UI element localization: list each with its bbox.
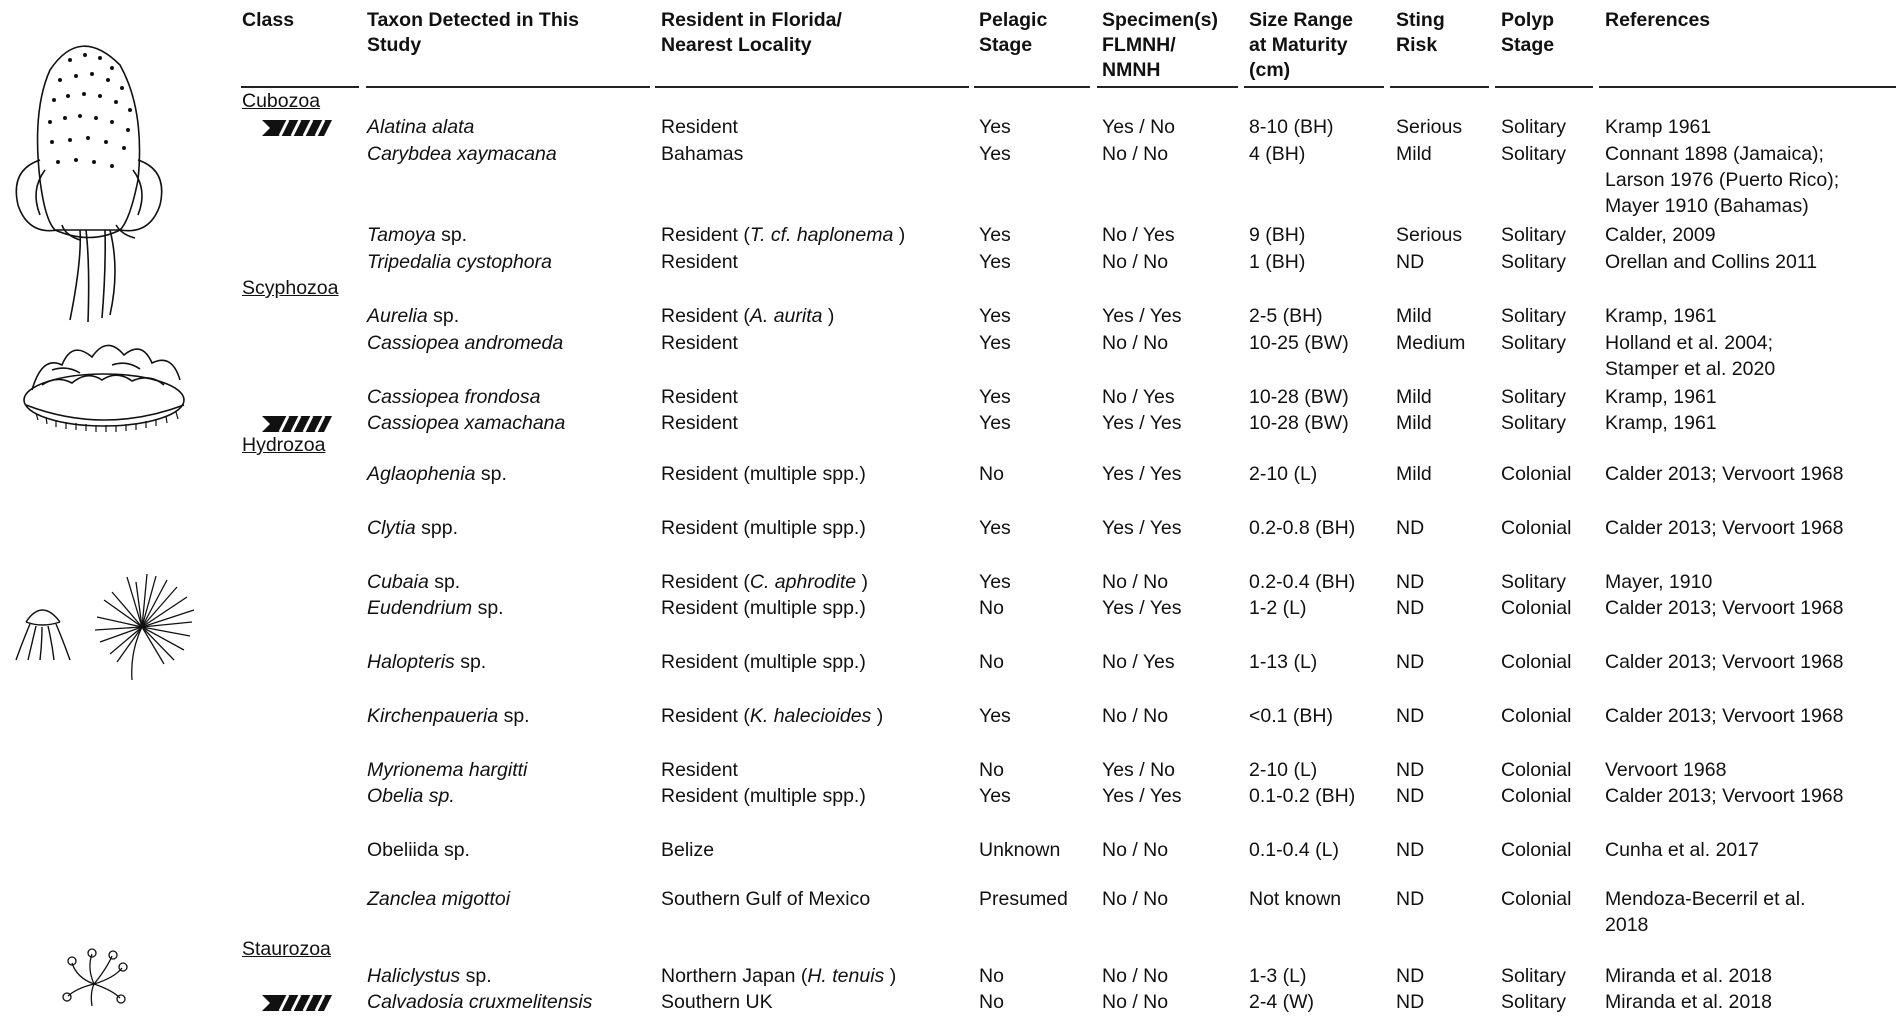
taxon-cell: [367, 649, 486, 675]
box-jellyfish-illustration: [10, 30, 170, 325]
pelagic-cell: No: [979, 759, 1004, 781]
polyp-cell: Colonial: [1501, 651, 1572, 673]
taxon-cell: [367, 410, 565, 436]
upside-down-jellyfish-illustration: [12, 335, 202, 435]
resident-text: Belize: [661, 839, 715, 861]
specimens-cell: No / No: [1102, 143, 1169, 165]
sting-cell: ND: [1396, 991, 1425, 1013]
resident-cell: [661, 303, 834, 329]
taxon-cell: [367, 384, 540, 410]
pelagic-cell: Yes: [979, 116, 1011, 138]
reference-line: Calder 2013; Vervoort 1968: [1605, 517, 1844, 539]
sting-cell: ND: [1396, 965, 1425, 987]
hatched-marker-icon: [262, 120, 332, 136]
polyp-cell: Solitary: [1501, 224, 1567, 246]
sting-cell: ND: [1396, 759, 1425, 781]
taxon-cell: [367, 837, 470, 863]
specimens-cell: No / No: [1102, 965, 1169, 987]
resident-cell: [661, 649, 866, 675]
pelagic-cell: No: [979, 965, 1004, 987]
size-cell: 0.2-0.4 (BH): [1249, 571, 1356, 593]
header-rule-taxon: [366, 86, 650, 88]
taxon-suffix: sp.: [498, 705, 530, 727]
taxon-cell: [367, 461, 507, 487]
resident-cell: [661, 837, 714, 863]
polyp-cell: Colonial: [1501, 839, 1572, 861]
header-references: References: [1605, 9, 1711, 31]
sting-cell: Mild: [1396, 386, 1432, 408]
size-cell: 2-10 (L): [1249, 759, 1318, 781]
references-cell: [1605, 989, 1772, 1015]
polyp-cell: Colonial: [1501, 463, 1572, 485]
sting-cell: Mild: [1396, 412, 1432, 434]
header-rule-pelagic: [974, 86, 1090, 88]
sting-cell: ND: [1396, 785, 1425, 807]
taxon-italic: Zanclea migottoi: [367, 888, 511, 910]
reference-line: Miranda et al. 2018: [1605, 991, 1772, 1013]
header-sting: Sting Risk: [1396, 9, 1445, 56]
size-cell: <0.1 (BH): [1249, 705, 1333, 727]
resident-cell: [661, 703, 883, 729]
resident-text: Resident (multiple spp.): [661, 785, 866, 807]
size-cell: 4 (BH): [1249, 143, 1306, 165]
sting-cell: Mild: [1396, 463, 1432, 485]
taxon-italic: Myrionema hargitti: [367, 759, 528, 781]
resident-suffix: ): [871, 705, 884, 727]
reference-line: Mayer 1910 (Bahamas): [1605, 195, 1809, 217]
taxon-italic: Calvadosia cruxmelitensis: [367, 991, 593, 1013]
polyp-cell: Solitary: [1501, 251, 1567, 273]
resident-text: Northern Japan (: [661, 965, 808, 987]
hydroid-colony-illustration: [92, 572, 197, 682]
resident-text: Resident (multiple spp.): [661, 651, 866, 673]
pelagic-cell: No: [979, 597, 1004, 619]
polyp-cell: Solitary: [1501, 991, 1567, 1013]
reference-line: Calder 2013; Vervoort 1968: [1605, 597, 1844, 619]
taxon-italic: Obelia sp.: [367, 785, 455, 807]
pelagic-cell: Yes: [979, 305, 1011, 327]
polyp-cell: Solitary: [1501, 965, 1567, 987]
resident-suffix: ): [822, 305, 835, 327]
sting-cell: Serious: [1396, 116, 1463, 138]
specimens-cell: No / No: [1102, 332, 1169, 354]
class-label-scyphozoa: Scyphozoa: [242, 277, 339, 299]
resident-cell: [661, 757, 738, 783]
reference-line: Calder, 2009: [1605, 224, 1716, 246]
pelagic-cell: Yes: [979, 224, 1011, 246]
pelagic-cell: Yes: [979, 517, 1011, 539]
references-cell: [1605, 515, 1844, 541]
sting-cell: ND: [1396, 888, 1425, 910]
taxon-italic: Cassiopea xamachana: [367, 412, 566, 434]
taxon-suffix: sp.: [475, 463, 507, 485]
resident-species: C. aphrodite: [749, 571, 857, 593]
specimens-cell: Yes / No: [1102, 116, 1175, 138]
references-cell: [1605, 461, 1844, 487]
sting-cell: ND: [1396, 839, 1425, 861]
taxon-suffix: sp.: [427, 305, 460, 327]
resident-species: T. cf. haplonema: [749, 224, 894, 246]
header-rule-polyp: [1495, 86, 1593, 88]
taxon-cell: [367, 249, 552, 275]
polyp-cell: Colonial: [1501, 759, 1572, 781]
resident-cell: [661, 141, 743, 167]
resident-text: Southern UK: [661, 991, 773, 1013]
resident-cell: [661, 384, 738, 410]
taxon-cell: [367, 114, 474, 140]
header-taxon: Taxon Detected in This Study: [367, 9, 580, 56]
resident-text: Resident (: [661, 571, 750, 593]
specimens-cell: No / Yes: [1102, 224, 1175, 246]
pelagic-cell: Yes: [979, 251, 1011, 273]
specimens-cell: Yes / Yes: [1102, 305, 1182, 327]
resident-text: Resident (multiple spp.): [661, 517, 866, 539]
references-cell: [1605, 886, 1806, 938]
pelagic-cell: Presumed: [979, 888, 1068, 910]
resident-cell: [661, 783, 866, 809]
taxon-suffix: sp.: [460, 965, 492, 987]
class-label-hydrozoa: Hydrozoa: [242, 434, 326, 456]
stalked-jellyfish-illustration: [62, 948, 128, 1010]
class-label-cubozoa: Cubozoa: [242, 90, 321, 112]
polyp-cell: Solitary: [1501, 571, 1567, 593]
pelagic-cell: Yes: [979, 785, 1011, 807]
taxon-italic: Aglaophenia: [367, 463, 476, 485]
resident-text: Resident (: [661, 224, 750, 246]
pelagic-cell: No: [979, 651, 1004, 673]
reference-line: Stamper et al. 2020: [1605, 358, 1776, 380]
header-class: Class: [242, 9, 295, 31]
resident-text: Resident (multiple spp.): [661, 463, 866, 485]
size-cell: 8-10 (BH): [1249, 116, 1334, 138]
polyp-cell: Solitary: [1501, 143, 1567, 165]
taxon-italic: Tripedalia cystophora: [367, 251, 552, 273]
size-cell: 10-25 (BW): [1249, 332, 1349, 354]
taxon-italic: Halopteris: [367, 651, 455, 673]
polyp-cell: Colonial: [1501, 517, 1572, 539]
specimens-cell: Yes / No: [1102, 759, 1175, 781]
taxon-cell: [367, 303, 459, 329]
resident-suffix: ): [893, 224, 906, 246]
header-resident: Resident in Florida/ Nearest Locality: [661, 9, 842, 56]
taxon-cell: [367, 963, 492, 989]
size-cell: 2-5 (BH): [1249, 305, 1323, 327]
reference-line: Kramp 1961: [1605, 116, 1712, 138]
resident-cell: [661, 989, 773, 1015]
resident-text: Resident: [661, 116, 738, 138]
hatched-marker-icon: [262, 995, 332, 1011]
taxon-suffix: Obeliida sp.: [367, 839, 470, 861]
taxon-italic: Eudendrium: [367, 597, 473, 619]
sting-cell: Medium: [1396, 332, 1466, 354]
hatched-marker-icon: [262, 416, 332, 432]
reference-line: Holland et al. 2004;: [1605, 332, 1774, 354]
header-size: Size Range at Maturity (cm): [1249, 9, 1354, 81]
class-label-staurozoa: Staurozoa: [242, 938, 331, 960]
resident-cell: [661, 515, 866, 541]
references-cell: [1605, 963, 1772, 989]
pelagic-cell: Yes: [979, 143, 1011, 165]
size-cell: 0.2-0.8 (BH): [1249, 517, 1356, 539]
polyp-cell: Solitary: [1501, 332, 1567, 354]
hydromedusa-illustration: [12, 598, 74, 662]
pelagic-cell: Yes: [979, 412, 1011, 434]
polyp-cell: Colonial: [1501, 888, 1572, 910]
reference-line: Miranda et al. 2018: [1605, 965, 1772, 987]
resident-text: Resident (: [661, 705, 750, 727]
taxon-italic: Cassiopea frondosa: [367, 386, 541, 408]
taxon-italic: Carybdea xaymacana: [367, 143, 557, 165]
polyp-cell: Colonial: [1501, 785, 1572, 807]
references-cell: [1605, 114, 1711, 140]
sting-cell: ND: [1396, 597, 1425, 619]
references-cell: [1605, 595, 1844, 621]
taxon-italic: Kirchenpaueria: [367, 705, 499, 727]
taxon-cell: [367, 222, 467, 248]
specimens-cell: No / No: [1102, 705, 1169, 727]
specimens-cell: No / Yes: [1102, 651, 1175, 673]
sting-cell: Mild: [1396, 305, 1432, 327]
polyp-cell: Solitary: [1501, 305, 1567, 327]
reference-line: Larson 1976 (Puerto Rico);: [1605, 169, 1840, 191]
resident-cell: [661, 222, 905, 248]
specimens-cell: No / No: [1102, 571, 1169, 593]
reference-line: Connant 1898 (Jamaica);: [1605, 143, 1824, 165]
resident-suffix: ): [856, 571, 869, 593]
taxon-suffix: spp.: [415, 517, 459, 539]
resident-text: Resident (: [661, 305, 750, 327]
header-rule-size: [1244, 86, 1384, 88]
specimens-cell: No / No: [1102, 251, 1169, 273]
size-cell: 1 (BH): [1249, 251, 1306, 273]
resident-species: H. tenuis: [807, 965, 885, 987]
polyp-cell: Solitary: [1501, 412, 1567, 434]
resident-cell: [661, 461, 866, 487]
taxon-cell: [367, 886, 510, 912]
taxon-italic: Cubaia: [367, 571, 429, 593]
reference-line: Orellan and Collins 2011: [1605, 251, 1818, 273]
taxon-italic: Aurelia: [367, 305, 428, 327]
taxon-suffix: sp.: [472, 597, 504, 619]
specimens-cell: Yes / Yes: [1102, 597, 1182, 619]
sting-cell: ND: [1396, 571, 1425, 593]
size-cell: 1-13 (L): [1249, 651, 1318, 673]
taxon-suffix: sp.: [454, 651, 487, 673]
sting-cell: ND: [1396, 251, 1425, 273]
taxon-italic: Clytia: [367, 517, 416, 539]
reference-line: 2018: [1605, 914, 1649, 936]
polyp-cell: Solitary: [1501, 116, 1567, 138]
specimens-cell: Yes / Yes: [1102, 463, 1182, 485]
resident-species: K. halecioides: [749, 705, 872, 727]
header-pelagic: Pelagic Stage: [979, 9, 1048, 56]
header-rule-sting: [1390, 86, 1489, 88]
reference-line: Cunha et al. 2017: [1605, 839, 1759, 861]
reference-line: Vervoort 1968: [1605, 759, 1727, 781]
references-cell: [1605, 569, 1712, 595]
taxon-italic: Haliclystus: [367, 965, 461, 987]
pelagic-cell: Yes: [979, 705, 1011, 727]
size-cell: 0.1-0.2 (BH): [1249, 785, 1356, 807]
references-cell: [1605, 837, 1759, 863]
polyp-cell: Solitary: [1501, 386, 1567, 408]
resident-text: Southern Gulf of Mexico: [661, 888, 871, 910]
pelagic-cell: No: [979, 991, 1004, 1013]
size-cell: 2-4 (W): [1249, 991, 1314, 1013]
reference-line: Mayer, 1910: [1605, 571, 1713, 593]
references-cell: [1605, 330, 1775, 382]
resident-cell: [661, 249, 738, 275]
specimens-cell: Yes / Yes: [1102, 785, 1182, 807]
taxon-suffix: sp.: [428, 571, 461, 593]
resident-cell: [661, 410, 738, 436]
resident-text: Resident (multiple spp.): [661, 597, 866, 619]
taxon-cell: [367, 703, 530, 729]
size-cell: 9 (BH): [1249, 224, 1306, 246]
resident-cell: [661, 114, 738, 140]
header-rule-specimens: [1097, 86, 1238, 88]
size-cell: 1-3 (L): [1249, 965, 1307, 987]
sting-cell: ND: [1396, 651, 1425, 673]
specimens-cell: No / No: [1102, 888, 1169, 910]
references-cell: [1605, 703, 1844, 729]
sting-cell: Serious: [1396, 224, 1463, 246]
size-cell: 10-28 (BW): [1249, 412, 1349, 434]
specimens-cell: No / No: [1102, 839, 1169, 861]
pelagic-cell: Yes: [979, 386, 1011, 408]
resident-text: Bahamas: [661, 143, 744, 165]
pelagic-cell: Yes: [979, 332, 1011, 354]
references-cell: [1605, 757, 1726, 783]
resident-text: Resident: [661, 759, 738, 781]
reference-line: Mendoza-Becerril et al.: [1605, 888, 1806, 910]
pelagic-cell: Yes: [979, 571, 1011, 593]
resident-suffix: ): [884, 965, 897, 987]
references-cell: [1605, 649, 1844, 675]
taxon-cell: [367, 569, 460, 595]
taxon-italic: Cassiopea andromeda: [367, 332, 564, 354]
header-polyp: Polyp Stage: [1501, 9, 1555, 56]
references-cell: [1605, 384, 1717, 410]
references-cell: [1605, 249, 1817, 275]
reference-line: Calder 2013; Vervoort 1968: [1605, 785, 1844, 807]
reference-line: Kramp, 1961: [1605, 412, 1717, 434]
specimens-cell: No / No: [1102, 991, 1169, 1013]
specimens-cell: Yes / Yes: [1102, 412, 1182, 434]
resident-text: Resident: [661, 386, 738, 408]
sting-cell: ND: [1396, 517, 1425, 539]
references-cell: [1605, 783, 1844, 809]
taxon-cell: [367, 757, 527, 783]
specimens-cell: No / Yes: [1102, 386, 1175, 408]
size-cell: Not known: [1249, 888, 1342, 910]
resident-text: Resident: [661, 332, 738, 354]
size-cell: 1-2 (L): [1249, 597, 1307, 619]
taxon-italic: Tamoya: [367, 224, 436, 246]
reference-line: Kramp, 1961: [1605, 386, 1717, 408]
references-cell: [1605, 410, 1717, 436]
reference-line: Calder 2013; Vervoort 1968: [1605, 651, 1844, 673]
sting-cell: ND: [1396, 705, 1425, 727]
taxon-cell: [367, 595, 504, 621]
resident-text: Resident: [661, 251, 738, 273]
resident-cell: [661, 569, 868, 595]
polyp-cell: Colonial: [1501, 597, 1572, 619]
resident-text: Resident: [661, 412, 738, 434]
taxon-cell: [367, 989, 592, 1015]
header-specimens: Specimen(s) FLMNH/ NMNH: [1102, 9, 1218, 81]
pelagic-cell: No: [979, 463, 1004, 485]
taxon-cell: [367, 141, 557, 167]
header-rule-resident: [655, 86, 969, 88]
taxon-cell: [367, 330, 563, 356]
size-cell: 0.1-0.4 (L): [1249, 839, 1339, 861]
size-cell: 10-28 (BW): [1249, 386, 1349, 408]
size-cell: 2-10 (L): [1249, 463, 1318, 485]
resident-species: A. aurita: [749, 305, 823, 327]
resident-cell: [661, 963, 896, 989]
reference-line: Kramp, 1961: [1605, 305, 1717, 327]
specimens-cell: Yes / Yes: [1102, 517, 1182, 539]
polyp-cell: Colonial: [1501, 705, 1572, 727]
sting-cell: Mild: [1396, 143, 1432, 165]
taxon-italic: Alatina alata: [367, 116, 475, 138]
resident-cell: [661, 886, 870, 912]
pelagic-cell: Unknown: [979, 839, 1061, 861]
resident-cell: [661, 330, 738, 356]
references-cell: [1605, 222, 1716, 248]
taxon-cell: [367, 783, 455, 809]
header-rule-references: [1599, 86, 1896, 88]
taxon-cell: [367, 515, 458, 541]
references-cell: [1605, 141, 1839, 219]
references-cell: [1605, 303, 1717, 329]
resident-cell: [661, 595, 866, 621]
reference-line: Calder 2013; Vervoort 1968: [1605, 705, 1844, 727]
reference-line: Calder 2013; Vervoort 1968: [1605, 463, 1844, 485]
taxon-suffix: sp.: [435, 224, 468, 246]
